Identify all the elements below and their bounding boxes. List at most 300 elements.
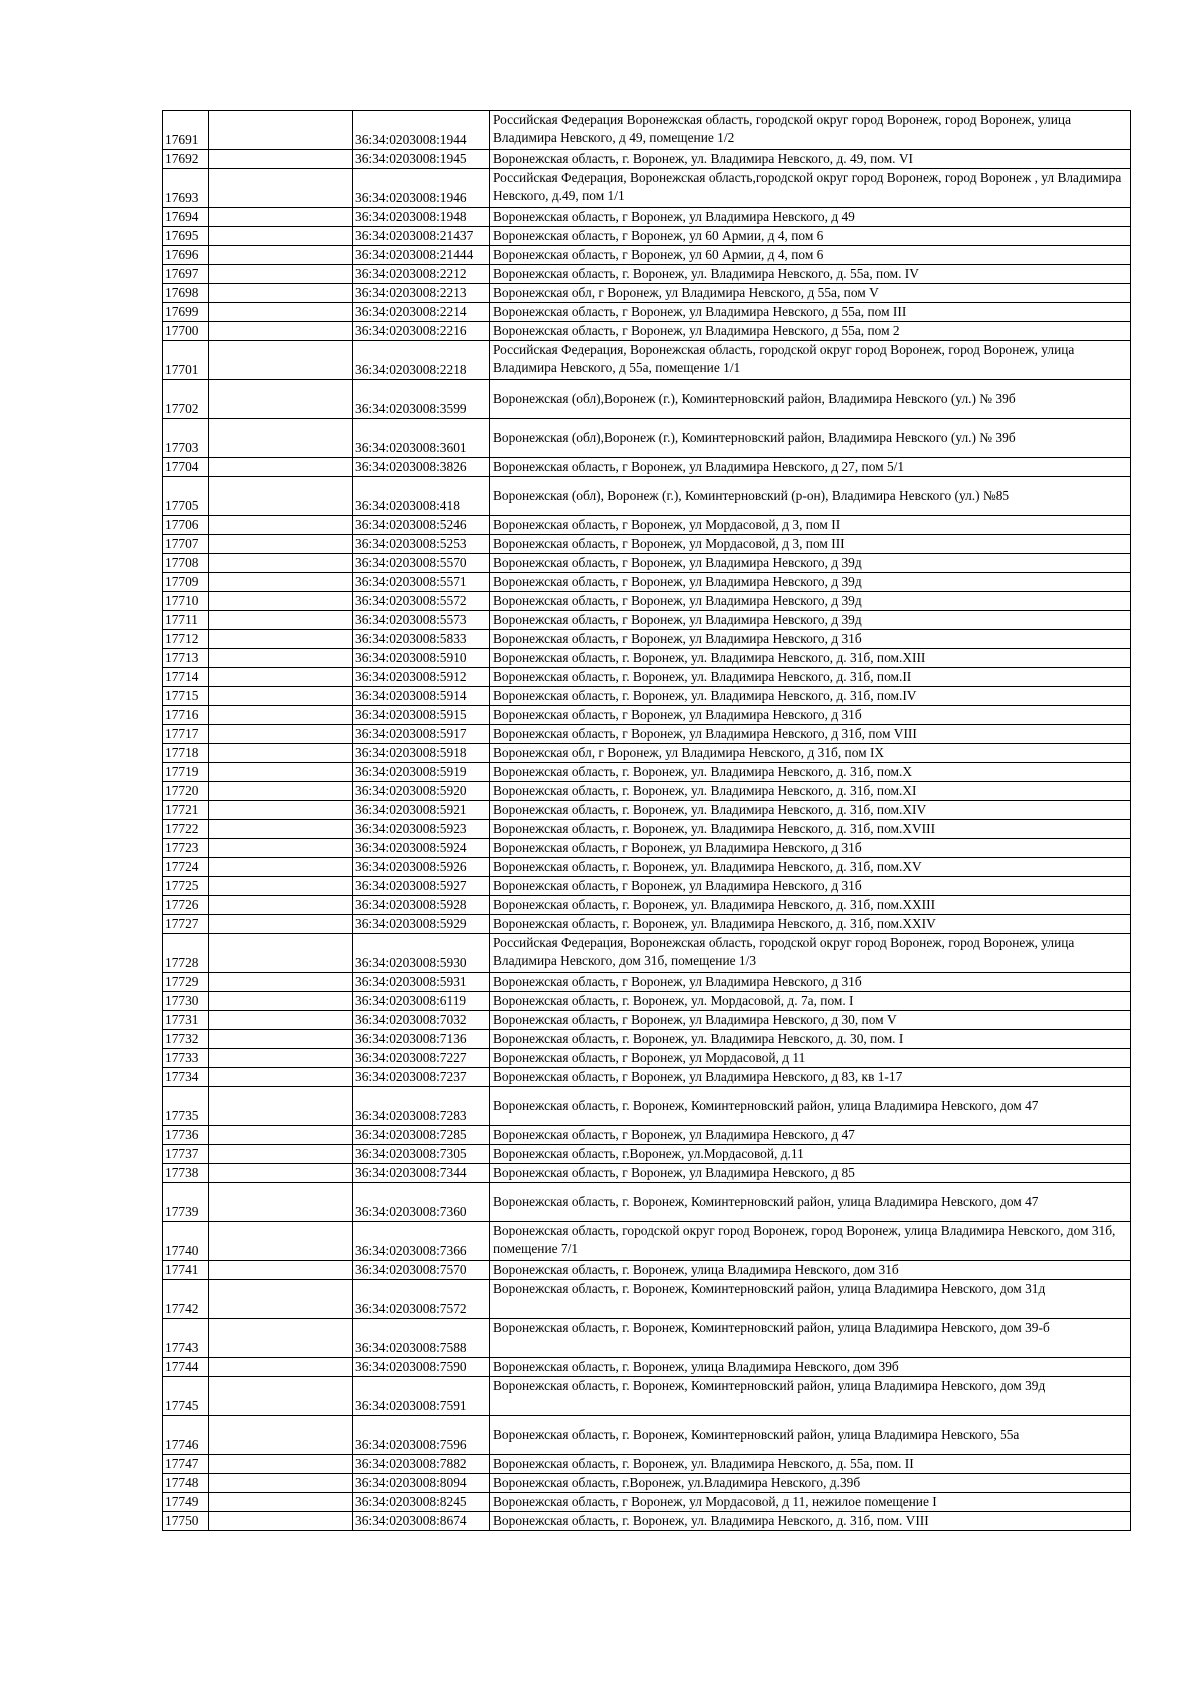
table-row <box>163 303 1131 322</box>
address-cell: Воронежская область, г Воронеж, ул Владимира Невского, д 31б, пом VIII <box>490 725 1131 744</box>
address-cell: Воронежская область, г. Воронеж, улица Владимира Невского, дом 39б <box>490 1358 1131 1377</box>
address-cell: Воронежская область, г. Воронеж, ул. Мордасовой, д. 7а, пом. I <box>490 992 1131 1011</box>
row-number-cell: 17701 <box>163 341 209 380</box>
table-row <box>163 1164 1131 1183</box>
address-cell: Воронежская область, г Воронеж, ул Владимира Невского, д 39д <box>490 573 1131 592</box>
cadastral-number-cell: 36:34:0203008:7882 <box>353 1455 490 1474</box>
empty-code-cell <box>209 801 353 820</box>
address-cell: Российская Федерация, Воронежская область, городской округ город Воронеж, город Воронеж, улица Владимира Невского, д 55а, помещение 1/1 <box>490 341 1131 380</box>
table-row <box>163 725 1131 744</box>
cadastral-number-cell: 36:34:0203008:5246 <box>353 516 490 535</box>
cadastral-number-cell: 36:34:0203008:7590 <box>353 1358 490 1377</box>
empty-code-cell <box>209 284 353 303</box>
cadastral-number-cell: 36:34:0203008:7591 <box>353 1377 490 1416</box>
cadastral-number-cell: 36:34:0203008:7366 <box>353 1222 490 1261</box>
cadastral-number-cell: 36:34:0203008:6119 <box>353 992 490 1011</box>
row-number-cell: 17745 <box>163 1377 209 1416</box>
empty-code-cell <box>209 265 353 284</box>
row-number-cell: 17698 <box>163 284 209 303</box>
row-number-cell: 17747 <box>163 1455 209 1474</box>
table-row <box>163 477 1131 516</box>
address-cell: Российская Федерация, Воронежская область, городской округ город Воронеж, город Воронеж, улица Владимира Невского, дом 31б, помещение 1/3 <box>490 934 1131 973</box>
empty-code-cell <box>209 1068 353 1087</box>
cadastral-number-cell: 36:34:0203008:1945 <box>353 150 490 169</box>
address-cell: Воронежская область, г. Воронеж, Коминтерновский район, улица Владимира Невского, дом 47 <box>490 1087 1131 1126</box>
address-cell: Воронежская область, г Воронеж, ул Владимира Невского, д 31б <box>490 630 1131 649</box>
empty-code-cell <box>209 1474 353 1493</box>
table-row <box>163 227 1131 246</box>
empty-code-cell <box>209 303 353 322</box>
row-number-cell: 17711 <box>163 611 209 630</box>
cadastral-number-cell: 36:34:0203008:7237 <box>353 1068 490 1087</box>
cadastral-number-cell: 36:34:0203008:5924 <box>353 839 490 858</box>
row-number-cell: 17710 <box>163 592 209 611</box>
address-cell: Воронежская область, г.Воронеж, ул.Мордасовой, д.11 <box>490 1145 1131 1164</box>
row-number-cell: 17744 <box>163 1358 209 1377</box>
empty-code-cell <box>209 973 353 992</box>
empty-code-cell <box>209 1512 353 1531</box>
cadastral-number-cell: 36:34:0203008:5914 <box>353 687 490 706</box>
empty-code-cell <box>209 1145 353 1164</box>
row-number-cell: 17703 <box>163 419 209 458</box>
table-row <box>163 1512 1131 1531</box>
address-cell: Воронежская область, г Воронеж, ул Владимира Невского, д 30, пом V <box>490 1011 1131 1030</box>
document-page <box>162 110 1130 1531</box>
table-row <box>163 687 1131 706</box>
empty-code-cell <box>209 992 353 1011</box>
table-row <box>163 630 1131 649</box>
address-cell: Воронежская область, г. Воронеж, ул. Владимира Невского, д. 31б, пом.XV <box>490 858 1131 877</box>
row-number-cell: 17720 <box>163 782 209 801</box>
empty-code-cell <box>209 1011 353 1030</box>
empty-code-cell <box>209 573 353 592</box>
row-number-cell: 17697 <box>163 265 209 284</box>
table-row <box>163 706 1131 725</box>
cadastral-number-cell: 36:34:0203008:5912 <box>353 668 490 687</box>
table-row <box>163 284 1131 303</box>
row-number-cell: 17716 <box>163 706 209 725</box>
table-row <box>163 1087 1131 1126</box>
address-cell: Воронежская область, г Воронеж, ул Владимира Невского, д 39д <box>490 554 1131 573</box>
cadastral-number-cell: 36:34:0203008:7227 <box>353 1049 490 1068</box>
cadastral-number-cell: 36:34:0203008:3826 <box>353 458 490 477</box>
cadastral-number-cell: 36:34:0203008:3599 <box>353 380 490 419</box>
row-number-cell: 17712 <box>163 630 209 649</box>
empty-code-cell <box>209 246 353 265</box>
address-cell: Воронежская область, г Воронеж, ул Владимира Невского, д 31б <box>490 706 1131 725</box>
table-row <box>163 1183 1131 1222</box>
row-number-cell: 17729 <box>163 973 209 992</box>
row-number-cell: 17737 <box>163 1145 209 1164</box>
cadastral-number-cell: 36:34:0203008:7305 <box>353 1145 490 1164</box>
address-cell: Воронежская область, г Воронеж, ул Владимира Невского, д 31б <box>490 877 1131 896</box>
address-cell: Воронежская область, г. Воронеж, Коминтерновский район, улица Владимира Невского, дом 47 <box>490 1183 1131 1222</box>
row-number-cell: 17730 <box>163 992 209 1011</box>
table-row <box>163 1068 1131 1087</box>
address-cell: Воронежская область, г Воронеж, ул Владимира Невского, д 49 <box>490 208 1131 227</box>
table-row <box>163 1145 1131 1164</box>
table-row <box>163 169 1131 208</box>
cadastral-number-cell: 36:34:0203008:5910 <box>353 649 490 668</box>
cadastral-number-cell: 36:34:0203008:5923 <box>353 820 490 839</box>
row-number-cell: 17694 <box>163 208 209 227</box>
empty-code-cell <box>209 380 353 419</box>
table-row <box>163 535 1131 554</box>
cadastral-number-cell: 36:34:0203008:5570 <box>353 554 490 573</box>
address-cell: Воронежская область, г Воронеж, ул 60 Армии, д 4, пом 6 <box>490 227 1131 246</box>
cadastral-number-cell: 36:34:0203008:5571 <box>353 573 490 592</box>
empty-code-cell <box>209 820 353 839</box>
table-row <box>163 915 1131 934</box>
cadastral-number-cell: 36:34:0203008:8245 <box>353 1493 490 1512</box>
table-row <box>163 1030 1131 1049</box>
empty-code-cell <box>209 687 353 706</box>
empty-code-cell <box>209 150 353 169</box>
row-number-cell: 17727 <box>163 915 209 934</box>
table-row <box>163 458 1131 477</box>
empty-code-cell <box>209 516 353 535</box>
property-table <box>162 110 1131 1531</box>
cadastral-number-cell: 36:34:0203008:1944 <box>353 111 490 150</box>
cadastral-number-cell: 36:34:0203008:5928 <box>353 896 490 915</box>
table-row <box>163 111 1131 150</box>
address-cell: Воронежская область, г Воронеж, ул Мордасовой, д 11 <box>490 1049 1131 1068</box>
table-row <box>163 573 1131 592</box>
row-number-cell: 17739 <box>163 1183 209 1222</box>
address-cell: Воронежская область, г Воронеж, ул Владимира Невского, д 47 <box>490 1126 1131 1145</box>
cadastral-number-cell: 36:34:0203008:5921 <box>353 801 490 820</box>
table-body <box>163 111 1131 1531</box>
address-cell: Российская Федерация, Воронежская область,городской округ город Воронеж, город Воронеж , ул Владимира Невского, д.49, пом 1/1 <box>490 169 1131 208</box>
row-number-cell: 17721 <box>163 801 209 820</box>
row-number-cell: 17706 <box>163 516 209 535</box>
address-cell: Воронежская область, г. Воронеж, ул. Владимира Невского, д. 31б, пом.XIV <box>490 801 1131 820</box>
table-row <box>163 150 1131 169</box>
empty-code-cell <box>209 535 353 554</box>
address-cell: Воронежская область, г Воронеж, ул Владимира Невского, д 31б <box>490 973 1131 992</box>
table-row <box>163 380 1131 419</box>
row-number-cell: 17731 <box>163 1011 209 1030</box>
table-row <box>163 419 1131 458</box>
row-number-cell: 17728 <box>163 934 209 973</box>
table-row <box>163 1474 1131 1493</box>
cadastral-number-cell: 36:34:0203008:5930 <box>353 934 490 973</box>
address-cell: Воронежская обл, г Воронеж, ул Владимира Невского, д 31б, пом IX <box>490 744 1131 763</box>
address-cell: Российская Федерация Воронежская область, городской округ город Воронеж, город Воронеж, улица Владимира Невского, д 49, помещение 1/2 <box>490 111 1131 150</box>
table-row <box>163 1493 1131 1512</box>
empty-code-cell <box>209 668 353 687</box>
empty-code-cell <box>209 169 353 208</box>
cadastral-number-cell: 36:34:0203008:7596 <box>353 1416 490 1455</box>
table-row <box>163 592 1131 611</box>
empty-code-cell <box>209 1377 353 1416</box>
empty-code-cell <box>209 725 353 744</box>
row-number-cell: 17743 <box>163 1319 209 1358</box>
table-row <box>163 973 1131 992</box>
address-cell: Воронежская область, г. Воронеж, Коминтерновский район, улица Владимира Невского, дом 39д <box>490 1377 1131 1416</box>
address-cell: Воронежская область, г Воронеж, ул Владимира Невского, д 27, пом 5/1 <box>490 458 1131 477</box>
table-row <box>163 516 1131 535</box>
empty-code-cell <box>209 111 353 150</box>
empty-code-cell <box>209 208 353 227</box>
address-cell: Воронежская (обл),Воронеж (г.), Коминтерновский район, Владимира Невского (ул.) № 39б <box>490 419 1131 458</box>
table-row <box>163 649 1131 668</box>
table-row <box>163 1319 1131 1358</box>
row-number-cell: 17707 <box>163 535 209 554</box>
cadastral-number-cell: 36:34:0203008:5919 <box>353 763 490 782</box>
address-cell: Воронежская область, г. Воронеж, ул. Владимира Невского, д. 31б, пом.XI <box>490 782 1131 801</box>
empty-code-cell <box>209 1222 353 1261</box>
cadastral-number-cell: 36:34:0203008:5917 <box>353 725 490 744</box>
empty-code-cell <box>209 1049 353 1068</box>
address-cell: Воронежская область, г.Воронеж, ул.Владимира Невского, д.39б <box>490 1474 1131 1493</box>
empty-code-cell <box>209 1030 353 1049</box>
cadastral-number-cell: 36:34:0203008:5833 <box>353 630 490 649</box>
empty-code-cell <box>209 1493 353 1512</box>
cadastral-number-cell: 36:34:0203008:7570 <box>353 1261 490 1280</box>
address-cell: Воронежская область, г. Воронеж, Коминтерновский район, улица Владимира Невского, дом 39-б <box>490 1319 1131 1358</box>
row-number-cell: 17750 <box>163 1512 209 1531</box>
address-cell: Воронежская область, г. Воронеж, ул. Владимира Невского, д. 31б, пом.XIII <box>490 649 1131 668</box>
empty-code-cell <box>209 322 353 341</box>
table-row <box>163 1358 1131 1377</box>
table-row <box>163 820 1131 839</box>
row-number-cell: 17692 <box>163 150 209 169</box>
address-cell: Воронежская область, г. Воронеж, Коминтерновский район, улица Владимира Невского, дом 31д <box>490 1280 1131 1319</box>
address-cell: Воронежская область, г. Воронеж, ул. Владимира Невского, д. 31б, пом.XVIII <box>490 820 1131 839</box>
cadastral-number-cell: 36:34:0203008:5931 <box>353 973 490 992</box>
row-number-cell: 17724 <box>163 858 209 877</box>
empty-code-cell <box>209 706 353 725</box>
table-row <box>163 341 1131 380</box>
table-row <box>163 877 1131 896</box>
cadastral-number-cell: 36:34:0203008:7283 <box>353 1087 490 1126</box>
empty-code-cell <box>209 341 353 380</box>
cadastral-number-cell: 36:34:0203008:21437 <box>353 227 490 246</box>
row-number-cell: 17709 <box>163 573 209 592</box>
row-number-cell: 17715 <box>163 687 209 706</box>
table-row <box>163 246 1131 265</box>
cadastral-number-cell: 36:34:0203008:2212 <box>353 265 490 284</box>
address-cell: Воронежская область, г. Воронеж, ул. Владимира Невского, д. 31б, пом.II <box>490 668 1131 687</box>
table-row <box>163 839 1131 858</box>
cadastral-number-cell: 36:34:0203008:1946 <box>353 169 490 208</box>
address-cell: Воронежская область, г. Воронеж, улица Владимира Невского, дом 31б <box>490 1261 1131 1280</box>
row-number-cell: 17713 <box>163 649 209 668</box>
empty-code-cell <box>209 744 353 763</box>
address-cell: Воронежская область, г. Воронеж, ул. Владимира Невского, д. 31б, пом.XXIII <box>490 896 1131 915</box>
empty-code-cell <box>209 896 353 915</box>
address-cell: Воронежская область, городской округ город Воронеж, город Воронеж, улица Владимира Невского, дом 31б, помещение 7/1 <box>490 1222 1131 1261</box>
empty-code-cell <box>209 1126 353 1145</box>
cadastral-number-cell: 36:34:0203008:5927 <box>353 877 490 896</box>
cadastral-number-cell: 36:34:0203008:2218 <box>353 341 490 380</box>
row-number-cell: 17726 <box>163 896 209 915</box>
cadastral-number-cell: 36:34:0203008:5926 <box>353 858 490 877</box>
empty-code-cell <box>209 1358 353 1377</box>
empty-code-cell <box>209 1455 353 1474</box>
empty-code-cell <box>209 630 353 649</box>
address-cell: Воронежская область, г Воронеж, ул Владимира Невского, д 39д <box>490 592 1131 611</box>
cadastral-number-cell: 36:34:0203008:5573 <box>353 611 490 630</box>
address-cell: Воронежская область, г. Воронеж, ул. Владимира Невского, д. 31б, пом. VIII <box>490 1512 1131 1531</box>
empty-code-cell <box>209 649 353 668</box>
row-number-cell: 17719 <box>163 763 209 782</box>
table-row <box>163 1222 1131 1261</box>
row-number-cell: 17705 <box>163 477 209 516</box>
cadastral-number-cell: 36:34:0203008:7136 <box>353 1030 490 1049</box>
row-number-cell: 17734 <box>163 1068 209 1087</box>
table-row <box>163 1011 1131 1030</box>
empty-code-cell <box>209 592 353 611</box>
cadastral-number-cell: 36:34:0203008:7572 <box>353 1280 490 1319</box>
row-number-cell: 17695 <box>163 227 209 246</box>
row-number-cell: 17723 <box>163 839 209 858</box>
table-row <box>163 763 1131 782</box>
address-cell: Воронежская область, г. Воронеж, ул. Владимира Невского, д. 31б, пом.IV <box>490 687 1131 706</box>
cadastral-number-cell: 36:34:0203008:7360 <box>353 1183 490 1222</box>
empty-code-cell <box>209 839 353 858</box>
row-number-cell: 17735 <box>163 1087 209 1126</box>
address-cell: Воронежская область, г. Воронеж, ул. Владимира Невского, д. 31б, пом.XXIV <box>490 915 1131 934</box>
cadastral-number-cell: 36:34:0203008:5929 <box>353 915 490 934</box>
row-number-cell: 17746 <box>163 1416 209 1455</box>
table-row <box>163 1049 1131 1068</box>
address-cell: Воронежская область, г Воронеж, ул Владимира Невского, д 55а, пом 2 <box>490 322 1131 341</box>
cadastral-number-cell: 36:34:0203008:5915 <box>353 706 490 725</box>
cadastral-number-cell: 36:34:0203008:2214 <box>353 303 490 322</box>
table-row <box>163 1280 1131 1319</box>
cadastral-number-cell: 36:34:0203008:1948 <box>353 208 490 227</box>
row-number-cell: 17699 <box>163 303 209 322</box>
address-cell: Воронежская (обл), Воронеж (г.), Коминтерновский (р-он), Владимира Невского (ул.) №85 <box>490 477 1131 516</box>
empty-code-cell <box>209 858 353 877</box>
empty-code-cell <box>209 1087 353 1126</box>
empty-code-cell <box>209 1280 353 1319</box>
address-cell: Воронежская область, г Воронеж, ул 60 Армии, д 4, пом 6 <box>490 246 1131 265</box>
empty-code-cell <box>209 227 353 246</box>
table-row <box>163 992 1131 1011</box>
empty-code-cell <box>209 1319 353 1358</box>
empty-code-cell <box>209 934 353 973</box>
table-row <box>163 1377 1131 1416</box>
address-cell: Воронежская область, г. Воронеж, ул. Владимира Невского, д. 30, пом. I <box>490 1030 1131 1049</box>
empty-code-cell <box>209 763 353 782</box>
empty-code-cell <box>209 458 353 477</box>
row-number-cell: 17722 <box>163 820 209 839</box>
table-row <box>163 611 1131 630</box>
cadastral-number-cell: 36:34:0203008:7032 <box>353 1011 490 1030</box>
cadastral-number-cell: 36:34:0203008:5920 <box>353 782 490 801</box>
empty-code-cell <box>209 419 353 458</box>
row-number-cell: 17702 <box>163 380 209 419</box>
address-cell: Воронежская (обл),Воронеж (г.), Коминтерновский район, Владимира Невского (ул.) № 39б <box>490 380 1131 419</box>
cadastral-number-cell: 36:34:0203008:7588 <box>353 1319 490 1358</box>
cadastral-number-cell: 36:34:0203008:3601 <box>353 419 490 458</box>
empty-code-cell <box>209 782 353 801</box>
row-number-cell: 17740 <box>163 1222 209 1261</box>
address-cell: Воронежская область, г Воронеж, ул Владимира Невского, д 55а, пом III <box>490 303 1131 322</box>
empty-code-cell <box>209 877 353 896</box>
cadastral-number-cell: 36:34:0203008:2213 <box>353 284 490 303</box>
cadastral-number-cell: 36:34:0203008:7285 <box>353 1126 490 1145</box>
row-number-cell: 17725 <box>163 877 209 896</box>
empty-code-cell <box>209 477 353 516</box>
table-row <box>163 858 1131 877</box>
cadastral-number-cell: 36:34:0203008:418 <box>353 477 490 516</box>
empty-code-cell <box>209 915 353 934</box>
row-number-cell: 17700 <box>163 322 209 341</box>
row-number-cell: 17741 <box>163 1261 209 1280</box>
address-cell: Воронежская обл, г Воронеж, ул Владимира Невского, д 55а, пом V <box>490 284 1131 303</box>
row-number-cell: 17708 <box>163 554 209 573</box>
address-cell: Воронежская область, г. Воронеж, ул. Владимира Невского, д. 49, пом. VI <box>490 150 1131 169</box>
address-cell: Воронежская область, г. Воронеж, Коминтерновский район, улица Владимира Невского, 55а <box>490 1416 1131 1455</box>
address-cell: Воронежская область, г. Воронеж, ул. Владимира Невского, д. 55а, пом. II <box>490 1455 1131 1474</box>
address-cell: Воронежская область, г Воронеж, ул Владимира Невского, д 83, кв 1-17 <box>490 1068 1131 1087</box>
cadastral-number-cell: 36:34:0203008:5253 <box>353 535 490 554</box>
address-cell: Воронежская область, г. Воронеж, ул. Владимира Невского, д. 31б, пом.X <box>490 763 1131 782</box>
empty-code-cell <box>209 1183 353 1222</box>
table-row <box>163 668 1131 687</box>
row-number-cell: 17733 <box>163 1049 209 1068</box>
table-row <box>163 554 1131 573</box>
empty-code-cell <box>209 611 353 630</box>
empty-code-cell <box>209 1164 353 1183</box>
table-row <box>163 782 1131 801</box>
row-number-cell: 17704 <box>163 458 209 477</box>
row-number-cell: 17718 <box>163 744 209 763</box>
row-number-cell: 17714 <box>163 668 209 687</box>
empty-code-cell <box>209 1261 353 1280</box>
address-cell: Воронежская область, г Воронеж, ул Владимира Невского, д 39д <box>490 611 1131 630</box>
cadastral-number-cell: 36:34:0203008:2216 <box>353 322 490 341</box>
empty-code-cell <box>209 554 353 573</box>
cadastral-number-cell: 36:34:0203008:5572 <box>353 592 490 611</box>
table-row <box>163 1261 1131 1280</box>
table-row <box>163 934 1131 973</box>
cadastral-number-cell: 36:34:0203008:5918 <box>353 744 490 763</box>
cadastral-number-cell: 36:34:0203008:21444 <box>353 246 490 265</box>
row-number-cell: 17732 <box>163 1030 209 1049</box>
table-row <box>163 322 1131 341</box>
table-row <box>163 744 1131 763</box>
row-number-cell: 17691 <box>163 111 209 150</box>
row-number-cell: 17742 <box>163 1280 209 1319</box>
row-number-cell: 17736 <box>163 1126 209 1145</box>
table-row <box>163 896 1131 915</box>
address-cell: Воронежская область, г. Воронеж, ул. Владимира Невского, д. 55а, пом. IV <box>490 265 1131 284</box>
cadastral-number-cell: 36:34:0203008:8674 <box>353 1512 490 1531</box>
row-number-cell: 17749 <box>163 1493 209 1512</box>
table-row <box>163 265 1131 284</box>
table-row <box>163 1126 1131 1145</box>
table-row <box>163 1416 1131 1455</box>
cadastral-number-cell: 36:34:0203008:8094 <box>353 1474 490 1493</box>
row-number-cell: 17738 <box>163 1164 209 1183</box>
address-cell: Воронежская область, г Воронеж, ул Мордасовой, д 3, пом II <box>490 516 1131 535</box>
cadastral-number-cell: 36:34:0203008:7344 <box>353 1164 490 1183</box>
empty-code-cell <box>209 1416 353 1455</box>
row-number-cell: 17748 <box>163 1474 209 1493</box>
address-cell: Воронежская область, г Воронеж, ул Мордасовой, д 3, пом III <box>490 535 1131 554</box>
table-row <box>163 208 1131 227</box>
address-cell: Воронежская область, г Воронеж, ул Мордасовой, д 11, нежилое помещение I <box>490 1493 1131 1512</box>
table-row <box>163 801 1131 820</box>
row-number-cell: 17696 <box>163 246 209 265</box>
address-cell: Воронежская область, г Воронеж, ул Владимира Невского, д 31б <box>490 839 1131 858</box>
table-row <box>163 1455 1131 1474</box>
